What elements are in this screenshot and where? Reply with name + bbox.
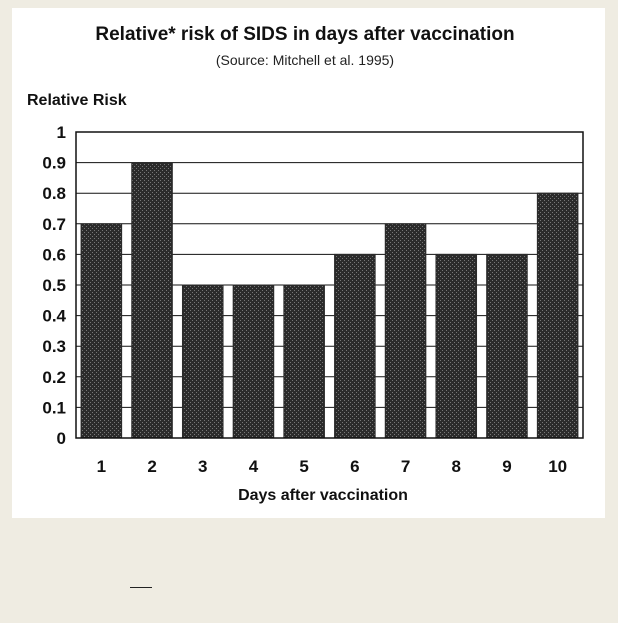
x-tick-label: 7 [400,457,411,476]
bar-day-6 [335,254,376,438]
y-axis-label: Relative Risk [27,92,127,109]
y-tick-label: 0.3 [42,337,66,357]
y-tick-label: 0 [56,429,66,448]
x-tick-label: 1 [96,457,107,476]
y-tick-label: 0.6 [42,245,66,265]
bar-day-3 [182,285,223,438]
bars [81,163,578,438]
bar-day-7 [385,224,426,438]
chart-subtitle: (Source: Mitchell et al. 1995) [215,52,395,68]
y-tick-label: 0.1 [42,398,66,418]
x-tick-label: 2 [147,457,157,476]
chart-svg [12,8,605,518]
bar-day-10 [537,193,578,438]
y-tick-labels [42,123,66,448]
y-tick-label: 0.5 [42,276,66,295]
y-tick-label: 0.4 [42,306,66,326]
x-tick-label: 10 [548,457,568,476]
x-tick-label: 4 [248,457,259,476]
bar-day-8 [436,254,477,438]
x-tick-label: 6 [350,457,360,476]
y-tick-label: 1 [56,123,66,142]
bar-day-5 [284,285,325,438]
chart-figure [12,8,605,518]
x-axis-label: Days after vaccination [238,487,408,504]
x-tick-label: 3 [198,457,208,476]
y-tick-label: 0.9 [42,153,66,173]
y-tick-label: 0.2 [42,367,66,387]
bar-day-1 [81,224,122,438]
chart-title: Relative* risk of SIDS in days after vaccination [95,24,515,45]
footnote-divider [130,587,152,588]
y-tick-label: 0.8 [42,184,66,204]
y-tick-label: 0.7 [42,214,66,234]
bar-day-2 [132,163,173,438]
x-tick-label: 8 [451,457,461,476]
x-tick-label: 9 [502,457,512,476]
bar-day-9 [487,254,528,438]
x-tick-label: 5 [299,457,309,476]
x-tick-labels [97,457,567,476]
bar-day-4 [233,285,274,438]
